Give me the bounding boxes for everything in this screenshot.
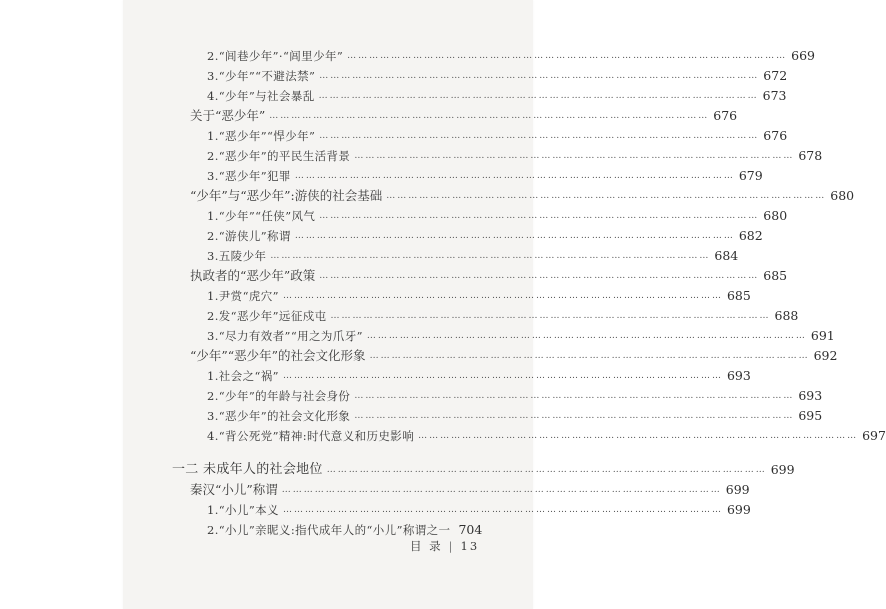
footer-divider: | bbox=[448, 539, 455, 553]
toc-leader: ………………………………………………………………………………………………………… bbox=[319, 131, 760, 141]
toc-entry[interactable] bbox=[207, 286, 751, 306]
toc-entry-page: 669 bbox=[791, 48, 816, 63]
toc-entry-label: 2.发“恶少年”远征戍屯 bbox=[207, 309, 327, 323]
toc-entry-page: 693 bbox=[798, 388, 823, 403]
toc-chapter-label: 一二 未成年人的社会地位 bbox=[172, 462, 323, 477]
toc-leader: ………………………………………………………………………………………………………… bbox=[319, 211, 760, 221]
toc-section[interactable] bbox=[190, 186, 855, 206]
toc-leader: ………………………………………………………………………………………………………… bbox=[347, 51, 788, 61]
toc-entry-page: 678 bbox=[798, 148, 823, 163]
toc-section-label: 执政者的“恶少年”政策 bbox=[190, 268, 316, 283]
toc-leader: ………………………………………………………………………………………………………… bbox=[386, 191, 827, 201]
toc-entry[interactable] bbox=[207, 246, 739, 266]
toc-entry-label: 4.“背公死党”精神:时代意义和历史影响 bbox=[207, 429, 415, 443]
toc-chapter[interactable] bbox=[172, 460, 795, 480]
toc-entry-label: 1.“小儿”本义 bbox=[207, 503, 279, 517]
toc-entry-page: 676 bbox=[763, 128, 788, 143]
toc-section[interactable] bbox=[190, 346, 838, 366]
toc-entry-page: 699 bbox=[726, 502, 751, 517]
toc-entry[interactable] bbox=[207, 66, 788, 86]
toc-leader: ………………………………………………………………………………………………………… bbox=[354, 391, 795, 401]
toc-entry-label: 1.“少年”“任侠”风气 bbox=[207, 209, 316, 223]
toc-leader: ………………………………………………………………………………………………………… bbox=[369, 351, 810, 361]
toc-leader: ………………………………………………………………………………………………………… bbox=[319, 271, 760, 281]
toc-entry[interactable] bbox=[207, 366, 751, 386]
toc-section-label: “少年”与“恶少年”:游侠的社会基础 bbox=[190, 188, 383, 203]
toc-leader: ………………………………………………………………………………………………………… bbox=[354, 151, 795, 161]
toc-entry[interactable] bbox=[207, 306, 799, 326]
toc-entry-page: 691 bbox=[810, 328, 835, 343]
toc-leader: ………………………………………………………………………………………………………… bbox=[326, 465, 767, 475]
running-footer bbox=[410, 538, 479, 554]
toc-section-page: 692 bbox=[813, 348, 838, 363]
toc-entry[interactable] bbox=[207, 500, 751, 520]
toc-entry-label: 2.“闾巷少年”·“闾里少年” bbox=[207, 49, 344, 63]
toc-entry[interactable] bbox=[207, 406, 823, 426]
footer-section: 目 录 bbox=[410, 539, 443, 553]
toc-section[interactable] bbox=[190, 266, 788, 286]
toc-leader: ………………………………………………………………………………………………………… bbox=[294, 231, 735, 241]
toc-leader: ………………………………………………………………………………………………………… bbox=[282, 505, 723, 515]
toc-entry-page: 688 bbox=[774, 308, 799, 323]
toc-section[interactable] bbox=[190, 106, 738, 126]
toc-entry-page: 693 bbox=[726, 368, 751, 383]
footer-page-number: 13 bbox=[460, 539, 480, 553]
toc-leader: ………………………………………………………………………………………………………… bbox=[269, 111, 710, 121]
toc-section-page: 676 bbox=[713, 108, 738, 123]
toc-leader: ………………………………………………………………………………………………………… bbox=[330, 311, 771, 321]
toc-section-page: 680 bbox=[830, 188, 855, 203]
toc-entry-page: 704 bbox=[458, 522, 483, 537]
toc-entry-page: 697 bbox=[862, 428, 886, 443]
toc-entry-page: 673 bbox=[762, 88, 787, 103]
toc-leader: ………………………………………………………………………………………………………… bbox=[282, 371, 723, 381]
toc-entry-label: 1.尹赏“虎穴” bbox=[207, 289, 279, 303]
toc-leader: ………………………………………………………………………………………………………… bbox=[270, 251, 711, 261]
toc-entry-label: 3.五陵少年 bbox=[207, 249, 267, 263]
toc-entry-page: 682 bbox=[738, 228, 763, 243]
toc-leader: ………………………………………………………………………………………………………… bbox=[318, 91, 759, 101]
toc-leader: ………………………………………………………………………………………………………… bbox=[281, 485, 722, 495]
toc-entry[interactable] bbox=[207, 86, 787, 106]
toc-leader: ………………………………………………………………………………………………………… bbox=[319, 71, 760, 81]
toc-entry-page: 680 bbox=[763, 208, 788, 223]
toc-entry-page: 684 bbox=[714, 248, 739, 263]
toc-section-label: 秦汉“小儿”称谓 bbox=[190, 482, 278, 497]
toc-entry-label: 2.“游侠儿”称谓 bbox=[207, 229, 291, 243]
toc-entry-label: 4.“少年”与社会暴乱 bbox=[207, 89, 315, 103]
toc-entry[interactable] bbox=[207, 426, 886, 446]
toc-entry-label: 2.“少年”的年龄与社会身份 bbox=[207, 389, 351, 403]
toc-entry-label: 1.社会之“祸” bbox=[207, 369, 279, 383]
toc-entry-page: 685 bbox=[726, 288, 751, 303]
toc-chapter-page: 699 bbox=[770, 462, 795, 477]
toc-entry-label: 3.“恶少年”的社会文化形象 bbox=[207, 409, 351, 423]
toc-entry-label: 3.“少年”“不避法禁” bbox=[207, 69, 316, 83]
toc-entry-label: 3.“恶少年”犯罪 bbox=[207, 169, 291, 183]
toc-entry-label: 2.“小儿”亲昵义:指代成年人的“小儿”称谓之一 bbox=[207, 523, 451, 537]
toc-entry[interactable] bbox=[207, 146, 823, 166]
toc-entry[interactable] bbox=[207, 206, 788, 226]
toc-leader: ………………………………………………………………………………………………………… bbox=[354, 411, 795, 421]
toc-section-page: 685 bbox=[763, 268, 788, 283]
toc-section-page: 699 bbox=[725, 482, 750, 497]
toc-section-label: 关于“恶少年” bbox=[190, 108, 266, 123]
toc-entry-label: 3.“尽力有效者”“用之为爪牙” bbox=[207, 329, 363, 343]
toc-leader: ………………………………………………………………………………………………………… bbox=[282, 291, 723, 301]
toc-entry[interactable] bbox=[207, 46, 816, 66]
toc-entry[interactable] bbox=[207, 386, 823, 406]
toc-entry-label: 2.“恶少年”的平民生活背景 bbox=[207, 149, 351, 163]
toc-leader: ………………………………………………………………………………………………………… bbox=[418, 431, 859, 441]
toc-entry-page: 672 bbox=[763, 68, 788, 83]
toc-entry[interactable] bbox=[207, 226, 763, 246]
toc-entry-label: 1.“恶少年”“悍少年” bbox=[207, 129, 316, 143]
toc-entry[interactable] bbox=[207, 326, 835, 346]
toc-section-label: “少年”“恶少年”的社会文化形象 bbox=[190, 348, 366, 363]
toc-entry[interactable] bbox=[207, 126, 788, 146]
toc-entry[interactable] bbox=[207, 520, 482, 540]
toc-entry[interactable] bbox=[207, 166, 763, 186]
toc-entry-page: 695 bbox=[798, 408, 823, 423]
toc-section[interactable] bbox=[190, 480, 750, 500]
toc-entry-page: 679 bbox=[738, 168, 763, 183]
toc-leader: ………………………………………………………………………………………………………… bbox=[294, 171, 735, 181]
toc-leader: ………………………………………………………………………………………………………… bbox=[366, 331, 807, 341]
